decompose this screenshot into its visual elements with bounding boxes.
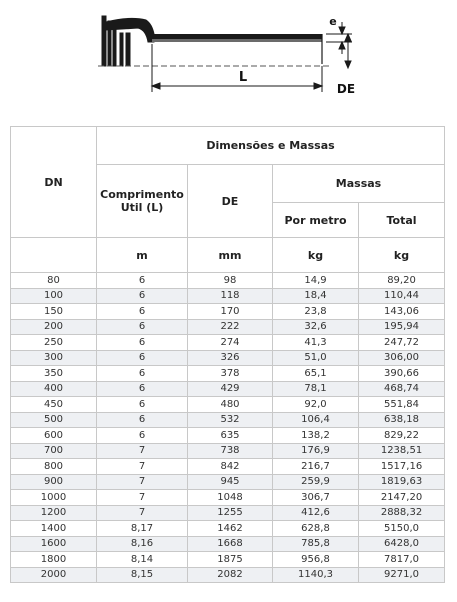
cell-total: 143,06 <box>359 304 445 320</box>
cell-total: 7817,0 <box>359 552 445 568</box>
cell-de: 326 <box>188 350 273 366</box>
table-title: Dimensões e Massas <box>97 127 445 165</box>
header-de: DE <box>188 165 273 238</box>
cell-total: 1238,51 <box>359 443 445 459</box>
table-row <box>11 350 445 366</box>
cell-total: 2888,32 <box>359 505 445 521</box>
table-row <box>11 536 445 552</box>
cell-comprimento: 6 <box>97 304 188 320</box>
cell-por-metro: 306,7 <box>273 490 359 506</box>
cell-comprimento: 7 <box>97 443 188 459</box>
cell-de: 945 <box>188 474 273 490</box>
cell-dn: 250 <box>11 335 97 351</box>
cell-por-metro: 32,6 <box>273 319 359 335</box>
cell-de: 1875 <box>188 552 273 568</box>
pipe-socket <box>102 16 154 66</box>
cell-por-metro: 216,7 <box>273 459 359 475</box>
table-row <box>11 366 445 382</box>
cell-por-metro: 176,9 <box>273 443 359 459</box>
header-dn: DN <box>11 127 97 238</box>
cell-por-metro: 259,9 <box>273 474 359 490</box>
cell-comprimento: 8,15 <box>97 567 188 583</box>
cell-de: 378 <box>188 366 273 382</box>
cell-comprimento: 7 <box>97 490 188 506</box>
cell-comprimento: 6 <box>97 428 188 444</box>
cell-dn: 80 <box>11 273 97 289</box>
header-total: Total <box>359 203 445 238</box>
cell-total: 5150,0 <box>359 521 445 537</box>
table-row <box>11 335 445 351</box>
cell-dn: 100 <box>11 288 97 304</box>
cell-total: 468,74 <box>359 381 445 397</box>
cell-por-metro: 106,4 <box>273 412 359 428</box>
table-row <box>11 397 445 413</box>
cell-total: 110,44 <box>359 288 445 304</box>
cell-de: 1462 <box>188 521 273 537</box>
pipe-body <box>152 34 322 64</box>
cell-comprimento: 6 <box>97 273 188 289</box>
cell-total: 1517,16 <box>359 459 445 475</box>
cell-dn: 400 <box>11 381 97 397</box>
cell-dn: 900 <box>11 474 97 490</box>
cell-comprimento: 6 <box>97 319 188 335</box>
cell-total: 829,22 <box>359 428 445 444</box>
cell-dn: 350 <box>11 366 97 382</box>
unit-total: kg <box>359 238 445 273</box>
cell-comprimento: 7 <box>97 459 188 475</box>
cell-por-metro: 138,2 <box>273 428 359 444</box>
table-row <box>11 567 445 583</box>
cell-dn: 1000 <box>11 490 97 506</box>
unit-de: mm <box>188 238 273 273</box>
length-dimension <box>152 44 322 92</box>
diameter-dimension <box>345 34 351 68</box>
cell-por-metro: 628,8 <box>273 521 359 537</box>
cell-total: 2147,20 <box>359 490 445 506</box>
table-row <box>11 474 445 490</box>
cell-de: 429 <box>188 381 273 397</box>
cell-dn: 300 <box>11 350 97 366</box>
table-row <box>11 552 445 568</box>
cell-de: 842 <box>188 459 273 475</box>
cell-comprimento: 7 <box>97 505 188 521</box>
dimensions-table <box>10 126 445 583</box>
table-row <box>11 304 445 320</box>
cell-dn: 200 <box>11 319 97 335</box>
cell-comprimento: 8,17 <box>97 521 188 537</box>
cell-de: 170 <box>188 304 273 320</box>
cell-por-metro: 23,8 <box>273 304 359 320</box>
cell-de: 1668 <box>188 536 273 552</box>
cell-comprimento: 8,14 <box>97 552 188 568</box>
cell-total: 9271,0 <box>359 567 445 583</box>
cell-por-metro: 78,1 <box>273 381 359 397</box>
cell-dn: 600 <box>11 428 97 444</box>
table-row <box>11 428 445 444</box>
cell-de: 738 <box>188 443 273 459</box>
cell-de: 1048 <box>188 490 273 506</box>
cell-por-metro: 41,3 <box>273 335 359 351</box>
cell-por-metro: 51,0 <box>273 350 359 366</box>
cell-por-metro: 785,8 <box>273 536 359 552</box>
cell-por-metro: 65,1 <box>273 366 359 382</box>
cell-por-metro: 956,8 <box>273 552 359 568</box>
cell-total: 89,20 <box>359 273 445 289</box>
header-comprimento: Comprimento Util (L) <box>97 165 188 238</box>
cell-total: 6428,0 <box>359 536 445 552</box>
cell-total: 390,66 <box>359 366 445 382</box>
table-row <box>11 505 445 521</box>
cell-dn: 450 <box>11 397 97 413</box>
cell-comprimento: 6 <box>97 335 188 351</box>
cell-de: 1255 <box>188 505 273 521</box>
cell-de: 532 <box>188 412 273 428</box>
cell-total: 551,84 <box>359 397 445 413</box>
cell-por-metro: 92,0 <box>273 397 359 413</box>
cell-dn: 1400 <box>11 521 97 537</box>
table-row <box>11 288 445 304</box>
cell-comprimento: 6 <box>97 397 188 413</box>
thickness-label: e <box>329 15 337 28</box>
cell-de: 635 <box>188 428 273 444</box>
cell-por-metro: 1140,3 <box>273 567 359 583</box>
table-row <box>11 319 445 335</box>
cell-dn: 150 <box>11 304 97 320</box>
header-massas: Massas <box>273 165 445 203</box>
pipe-diagram <box>0 0 457 110</box>
cell-comprimento: 6 <box>97 381 188 397</box>
cell-comprimento: 6 <box>97 412 188 428</box>
length-label: L <box>238 70 248 85</box>
cell-dn: 500 <box>11 412 97 428</box>
table-row <box>11 490 445 506</box>
cell-dn: 1600 <box>11 536 97 552</box>
table-row <box>11 273 445 289</box>
unit-dn <box>11 238 97 273</box>
cell-de: 2082 <box>188 567 273 583</box>
cell-comprimento: 8,16 <box>97 536 188 552</box>
cell-por-metro: 18,4 <box>273 288 359 304</box>
cell-de: 274 <box>188 335 273 351</box>
cell-total: 1819,63 <box>359 474 445 490</box>
cell-total: 195,94 <box>359 319 445 335</box>
cell-dn: 800 <box>11 459 97 475</box>
unit-por-metro: kg <box>273 238 359 273</box>
cell-por-metro: 14,9 <box>273 273 359 289</box>
unit-comprimento: m <box>97 238 188 273</box>
cell-comprimento: 6 <box>97 366 188 382</box>
cell-comprimento: 6 <box>97 350 188 366</box>
cell-total: 247,72 <box>359 335 445 351</box>
cell-de: 98 <box>188 273 273 289</box>
header-por-metro: Por metro <box>273 203 359 238</box>
cell-de: 118 <box>188 288 273 304</box>
table-row <box>11 521 445 537</box>
cell-dn: 1200 <box>11 505 97 521</box>
cell-dn: 700 <box>11 443 97 459</box>
cell-total: 306,00 <box>359 350 445 366</box>
table-body <box>11 273 445 583</box>
cell-total: 638,18 <box>359 412 445 428</box>
diameter-label: DE <box>336 82 356 96</box>
cell-dn: 1800 <box>11 552 97 568</box>
cell-de: 480 <box>188 397 273 413</box>
table-row <box>11 381 445 397</box>
cell-comprimento: 6 <box>97 288 188 304</box>
cell-comprimento: 7 <box>97 474 188 490</box>
table-row <box>11 459 445 475</box>
cell-dn: 2000 <box>11 567 97 583</box>
table-row <box>11 443 445 459</box>
cell-de: 222 <box>188 319 273 335</box>
cell-por-metro: 412,6 <box>273 505 359 521</box>
table-row <box>11 412 445 428</box>
